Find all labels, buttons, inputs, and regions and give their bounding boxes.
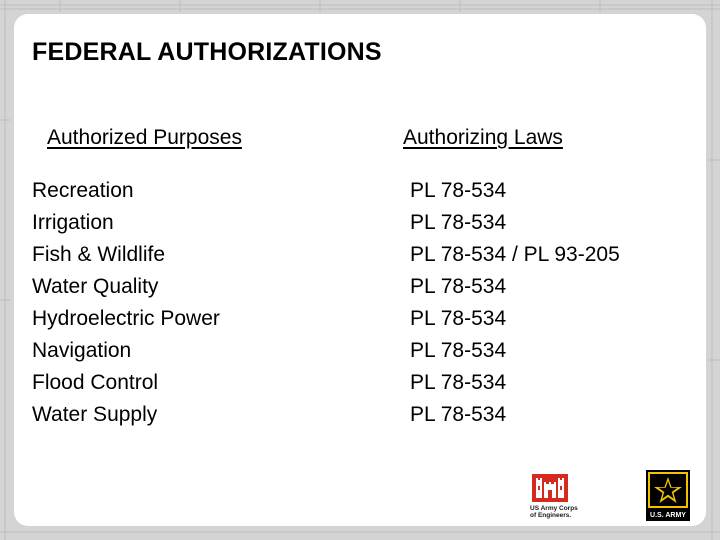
authorizing-laws-header: Authorizing Laws <box>403 126 563 149</box>
usace-text-line2: of Engineers. <box>530 512 572 519</box>
law-item: PL 78-534 <box>410 307 507 330</box>
us-army-logo <box>646 470 690 522</box>
law-item: PL 78-534 <box>410 371 507 394</box>
usace-text-line1: US Army Corps <box>530 505 578 512</box>
castle-icon <box>532 474 568 502</box>
purpose-item: Flood Control <box>32 371 159 394</box>
army-text: U.S. ARMY <box>646 510 690 521</box>
law-item: PL 78-534 <box>410 179 507 202</box>
purpose-item: Water Supply <box>32 403 158 426</box>
authorized-purposes-header: Authorized Purposes <box>47 126 242 149</box>
purpose-item: Water Quality <box>32 275 159 298</box>
law-item: PL 78-534 <box>410 403 507 426</box>
law-item: PL 78-534 <box>410 211 507 234</box>
law-item: PL 78-534 <box>410 275 507 298</box>
slide-title: FEDERAL AUTHORIZATIONS <box>32 38 382 66</box>
purpose-item: Hydroelectric Power <box>32 307 220 330</box>
army-star-icon <box>646 470 690 510</box>
law-item: PL 78-534 / PL 93-205 <box>410 243 620 266</box>
law-item: PL 78-534 <box>410 339 507 362</box>
purpose-item: Recreation <box>32 179 134 202</box>
purpose-item: Navigation <box>32 339 132 362</box>
purposes-list <box>32 175 220 431</box>
laws-list <box>410 175 620 431</box>
purpose-item: Fish & Wildlife <box>32 243 166 266</box>
purpose-item: Irrigation <box>32 211 114 234</box>
usace-logo <box>528 474 596 522</box>
